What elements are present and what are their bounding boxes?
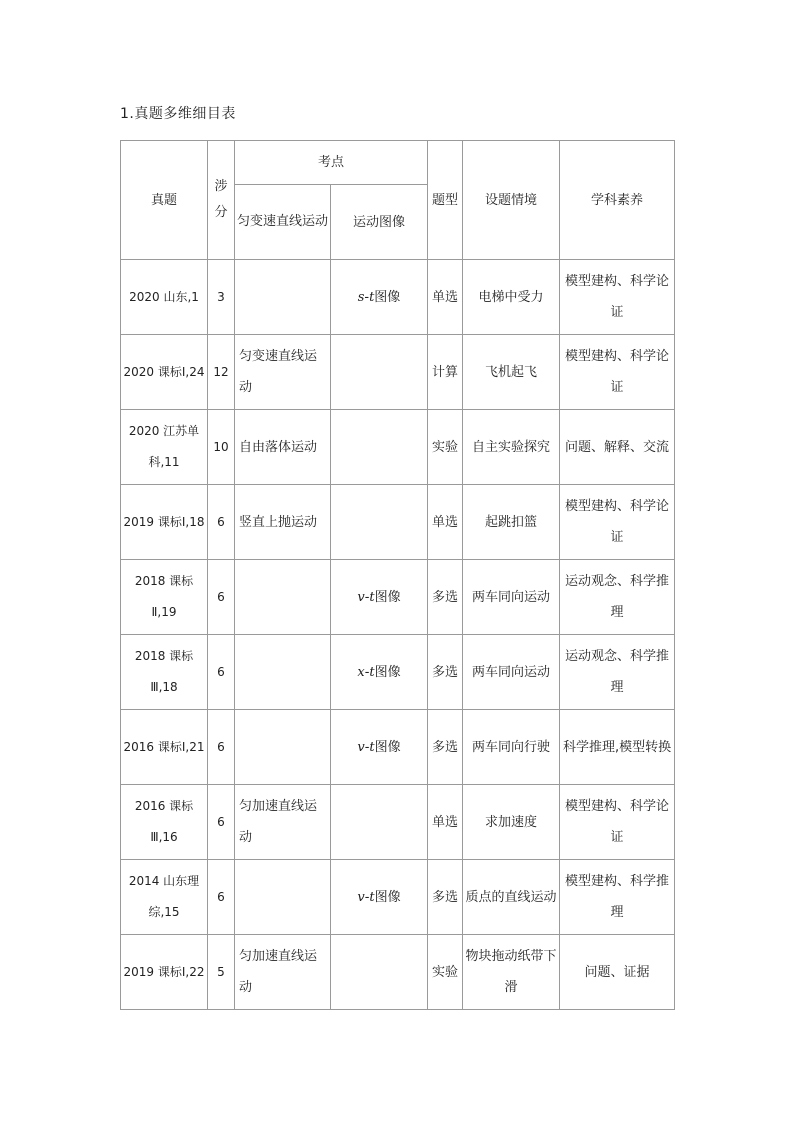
- cell-literacy: 运动观念、科学推理: [560, 560, 675, 635]
- cell-literacy: 模型建构、科学论证: [560, 335, 675, 410]
- cell-motion: [235, 560, 331, 635]
- graph-time: t: [369, 589, 375, 605]
- cell-source: 2019 课标Ⅰ,22: [121, 935, 208, 1010]
- cell-source: 2020 山东,1: [121, 260, 208, 335]
- cell-scenario: 电梯中受力: [463, 260, 560, 335]
- cell-graph: [331, 710, 428, 785]
- cell-source: 2018 课标Ⅲ,18: [121, 635, 208, 710]
- graph-suffix: 图像: [374, 739, 401, 755]
- cell-points: 12: [208, 335, 235, 410]
- cell-type: 多选: [428, 860, 463, 935]
- cell-motion: [235, 710, 331, 785]
- cell-type: 实验: [428, 935, 463, 1010]
- table-row: [121, 560, 675, 635]
- cell-source: 2020 江苏单科,11: [121, 410, 208, 485]
- cell-graph: [331, 335, 428, 410]
- graph-variable: s: [357, 289, 365, 305]
- graph-variable: v: [357, 739, 365, 755]
- cell-source: 2016 课标Ⅲ,16: [121, 785, 208, 860]
- graph-time: t: [369, 664, 375, 680]
- cell-literacy: 问题、解释、交流: [560, 410, 675, 485]
- cell-motion: [235, 260, 331, 335]
- cell-points: 6: [208, 635, 235, 710]
- cell-graph: [331, 410, 428, 485]
- cell-scenario: 求加速度: [463, 785, 560, 860]
- cell-graph: [331, 260, 428, 335]
- cell-source: 2014 山东理综,15: [121, 860, 208, 935]
- cell-scenario: 起跳扣篮: [463, 485, 560, 560]
- graph-time: t: [369, 889, 375, 905]
- cell-literacy: 科学推理,模型转换: [560, 710, 675, 785]
- table-row: [121, 260, 675, 335]
- cell-graph: [331, 635, 428, 710]
- cell-graph: [331, 935, 428, 1010]
- graph-separator: -: [364, 589, 370, 605]
- cell-motion: 竖直上抛运动: [235, 485, 331, 560]
- cell-points: 6: [208, 785, 235, 860]
- cell-literacy: 运动观念、科学推理: [560, 635, 675, 710]
- graph-separator: -: [364, 664, 370, 680]
- cell-motion: 匀加速直线运动: [235, 785, 331, 860]
- cell-points: 6: [208, 485, 235, 560]
- cell-source: 2016 课标Ⅰ,21: [121, 710, 208, 785]
- cell-scenario: 物块拖动纸带下滑: [463, 935, 560, 1010]
- cell-points: 10: [208, 410, 235, 485]
- cell-motion: [235, 860, 331, 935]
- cell-points: 6: [208, 710, 235, 785]
- header-literacy: 学科素养: [560, 141, 675, 260]
- graph-separator: -: [364, 889, 370, 905]
- cell-source: 2018 课标Ⅱ,19: [121, 560, 208, 635]
- header-question: 真题: [121, 141, 208, 260]
- detail-table: [120, 140, 675, 1010]
- table-row: [121, 785, 675, 860]
- cell-scenario: 飞机起飞: [463, 335, 560, 410]
- cell-motion: 匀变速直线运动: [235, 335, 331, 410]
- cell-source: 2020 课标Ⅰ,24: [121, 335, 208, 410]
- cell-graph: [331, 860, 428, 935]
- graph-suffix: 图像: [374, 589, 401, 605]
- graph-time: t: [369, 739, 375, 755]
- graph-variable: v: [357, 889, 365, 905]
- cell-type: 多选: [428, 710, 463, 785]
- graph-time: t: [369, 289, 375, 305]
- graph-variable: v: [357, 589, 365, 605]
- header-points: 涉分: [208, 141, 235, 260]
- graph-suffix: 图像: [374, 889, 401, 905]
- header-topic: 考点: [235, 141, 428, 185]
- cell-literacy: 模型建构、科学论证: [560, 485, 675, 560]
- cell-type: 单选: [428, 785, 463, 860]
- cell-type: 多选: [428, 560, 463, 635]
- cell-literacy: 模型建构、科学论证: [560, 785, 675, 860]
- cell-motion: 匀加速直线运动: [235, 935, 331, 1010]
- cell-scenario: 质点的直线运动: [463, 860, 560, 935]
- table-row: [121, 935, 675, 1010]
- graph-separator: -: [364, 289, 370, 305]
- header-scenario: 设题情境: [463, 141, 560, 260]
- cell-literacy: 模型建构、科学论证: [560, 260, 675, 335]
- header-topic-motion: 匀变速直线运动: [235, 185, 331, 260]
- cell-type: 多选: [428, 635, 463, 710]
- cell-scenario: 两车同向运动: [463, 560, 560, 635]
- table-row: [121, 485, 675, 560]
- cell-scenario: 两车同向运动: [463, 635, 560, 710]
- header-type: 题型: [428, 141, 463, 260]
- cell-points: 6: [208, 860, 235, 935]
- cell-graph: [331, 785, 428, 860]
- table-row: [121, 410, 675, 485]
- graph-suffix: 图像: [374, 289, 401, 305]
- cell-literacy: 问题、证据: [560, 935, 675, 1010]
- cell-motion: [235, 635, 331, 710]
- cell-graph: [331, 560, 428, 635]
- graph-separator: -: [364, 739, 370, 755]
- table-row: [121, 335, 675, 410]
- cell-type: 单选: [428, 260, 463, 335]
- cell-graph: [331, 485, 428, 560]
- graph-suffix: 图像: [374, 664, 401, 680]
- cell-type: 实验: [428, 410, 463, 485]
- cell-points: 5: [208, 935, 235, 1010]
- cell-points: 3: [208, 260, 235, 335]
- cell-type: 单选: [428, 485, 463, 560]
- cell-points: 6: [208, 560, 235, 635]
- graph-variable: x: [357, 664, 365, 680]
- cell-type: 计算: [428, 335, 463, 410]
- header-topic-graph: 运动图像: [331, 185, 428, 260]
- cell-source: 2019 课标Ⅰ,18: [121, 485, 208, 560]
- cell-literacy: 模型建构、科学推理: [560, 860, 675, 935]
- table-row: [121, 710, 675, 785]
- table-row: [121, 860, 675, 935]
- cell-motion: 自由落体运动: [235, 410, 331, 485]
- table-heading: 1.真题多维细目表: [120, 106, 236, 122]
- cell-scenario: 两车同向行驶: [463, 710, 560, 785]
- table-row: [121, 635, 675, 710]
- cell-scenario: 自主实验探究: [463, 410, 560, 485]
